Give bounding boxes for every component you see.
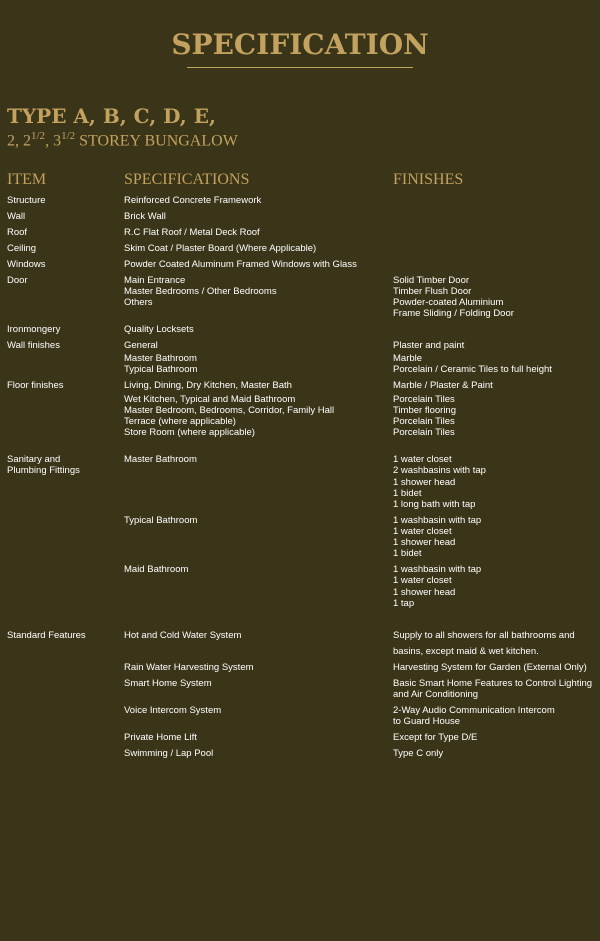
finish-text: 1 washbasin with tap [393, 564, 482, 575]
spec-text: Reinforced Concrete Framework [124, 195, 262, 206]
finish-text: Porcelain Tiles [393, 416, 455, 427]
spec-text: Powder Coated Aluminum Framed Windows with Glass [124, 259, 357, 270]
spec-text: Master Bedroom, Bedrooms, Corridor, Family Hall [124, 405, 335, 416]
finish-text: 1 shower head [393, 587, 456, 598]
column-header-finishes: FINISHES [393, 171, 464, 188]
finish-text: 1 water closet [393, 526, 452, 537]
sub-part: 2, 2 [7, 132, 31, 150]
spec-text: R.C Flat Roof / Metal Deck Roof [124, 227, 260, 238]
sub-part: , 3 [45, 132, 62, 150]
spec-text: Hot and Cold Water System [124, 630, 242, 641]
finish-text: 1 bidet [393, 548, 422, 559]
spec-text: Store Room (where applicable) [124, 427, 255, 438]
title-underline [187, 67, 413, 68]
finish-text: Basic Smart Home Features to Control Lighting [393, 678, 593, 689]
finish-text: Porcelain Tiles [393, 427, 455, 438]
item-label: Door [7, 275, 28, 286]
column-header-specifications: SPECIFICATIONS [124, 171, 250, 188]
finish-text: and Air Conditioning [393, 689, 479, 700]
finish-text: Marble / Plaster & Paint [393, 380, 493, 391]
item-label: Sanitary and [7, 454, 61, 465]
finish-text: Porcelain Tiles [393, 394, 455, 405]
spec-text: Quality Locksets [124, 324, 194, 335]
finish-text: to Guard House [393, 716, 461, 727]
finish-text: 2-Way Audio Communication Intercom [393, 705, 555, 716]
finish-text: 1 washbasin with tap [393, 515, 482, 526]
finish-text: Plaster and paint [393, 340, 465, 351]
finish-text: 2 washbasins with tap [393, 465, 486, 476]
finish-text: 1 water closet [393, 575, 452, 586]
item-label: Structure [7, 195, 46, 206]
finish-text: Porcelain / Ceramic Tiles to full height [393, 364, 552, 375]
page-title: SPECIFICATION [171, 28, 429, 61]
sub-fraction: 1/2 [31, 130, 46, 142]
spec-text: General [124, 340, 158, 351]
item-label: Plumbing Fittings [7, 465, 80, 476]
spec-text: Smart Home System [124, 678, 212, 689]
item-label: Floor finishes [7, 380, 64, 391]
spec-text: Main Entrance [124, 275, 186, 286]
item-label: Ceiling [7, 243, 37, 254]
finish-text: 1 tap [393, 598, 415, 609]
finish-text: Solid Timber Door [393, 275, 470, 286]
spec-text: Skim Coat / Plaster Board (Where Applicable) [124, 243, 317, 254]
item-label: Wall finishes [7, 340, 60, 351]
finish-text: 1 shower head [393, 537, 456, 548]
item-label: Standard Features [7, 630, 86, 641]
spec-text: Typical Bathroom [124, 364, 198, 375]
type-heading: TYPE A, B, C, D, E, [7, 104, 216, 128]
finish-text: 1 shower head [393, 477, 456, 488]
spec-text: Brick Wall [124, 211, 166, 222]
finish-text: Powder-coated Aluminium [393, 297, 504, 308]
finish-text: Timber flooring [393, 405, 457, 416]
spec-text: Master Bedrooms / Other Bedrooms [124, 286, 277, 297]
spec-text: Living, Dining, Dry Kitchen, Master Bath [124, 380, 292, 391]
spec-text: Rain Water Harvesting System [124, 662, 254, 673]
spec-text: Swimming / Lap Pool [124, 748, 214, 759]
sub-part: STOREY BUNGALOW [75, 132, 238, 150]
spec-text: Maid Bathroom [124, 564, 189, 575]
spec-text: Master Bathroom [124, 353, 197, 364]
item-label: Wall [7, 211, 26, 222]
spec-text: Typical Bathroom [124, 515, 198, 526]
sub-fraction: 1/2 [61, 130, 76, 142]
finish-text: Marble [393, 353, 423, 364]
finish-text: basins, except maid & wet kitchen. [393, 646, 539, 657]
finish-text: Supply to all showers for all bathrooms and [393, 630, 575, 641]
spec-text: Terrace (where applicable) [124, 416, 236, 427]
finish-text: Type C only [393, 748, 444, 759]
finish-text: 1 long bath with tap [393, 499, 476, 510]
item-label: Ironmongery [7, 324, 61, 335]
spec-text: Private Home Lift [124, 732, 197, 743]
type-subheading [7, 130, 238, 150]
finish-text: Harvesting System for Garden (External Only) [393, 662, 587, 673]
spec-text: Others [124, 297, 153, 308]
finish-text: 1 water closet [393, 454, 452, 465]
finish-text: Timber Flush Door [393, 286, 472, 297]
finish-text: 1 bidet [393, 488, 422, 499]
item-label: Windows [7, 259, 46, 270]
spec-text: Voice Intercom System [124, 705, 222, 716]
finish-text: Frame Sliding / Folding Door [393, 308, 514, 319]
column-header-item: ITEM [7, 171, 47, 188]
spec-text: Master Bathroom [124, 454, 197, 465]
finish-text: Except for Type D/E [393, 732, 478, 743]
item-label: Roof [7, 227, 28, 238]
spec-text: Wet Kitchen, Typical and Maid Bathroom [124, 394, 296, 405]
